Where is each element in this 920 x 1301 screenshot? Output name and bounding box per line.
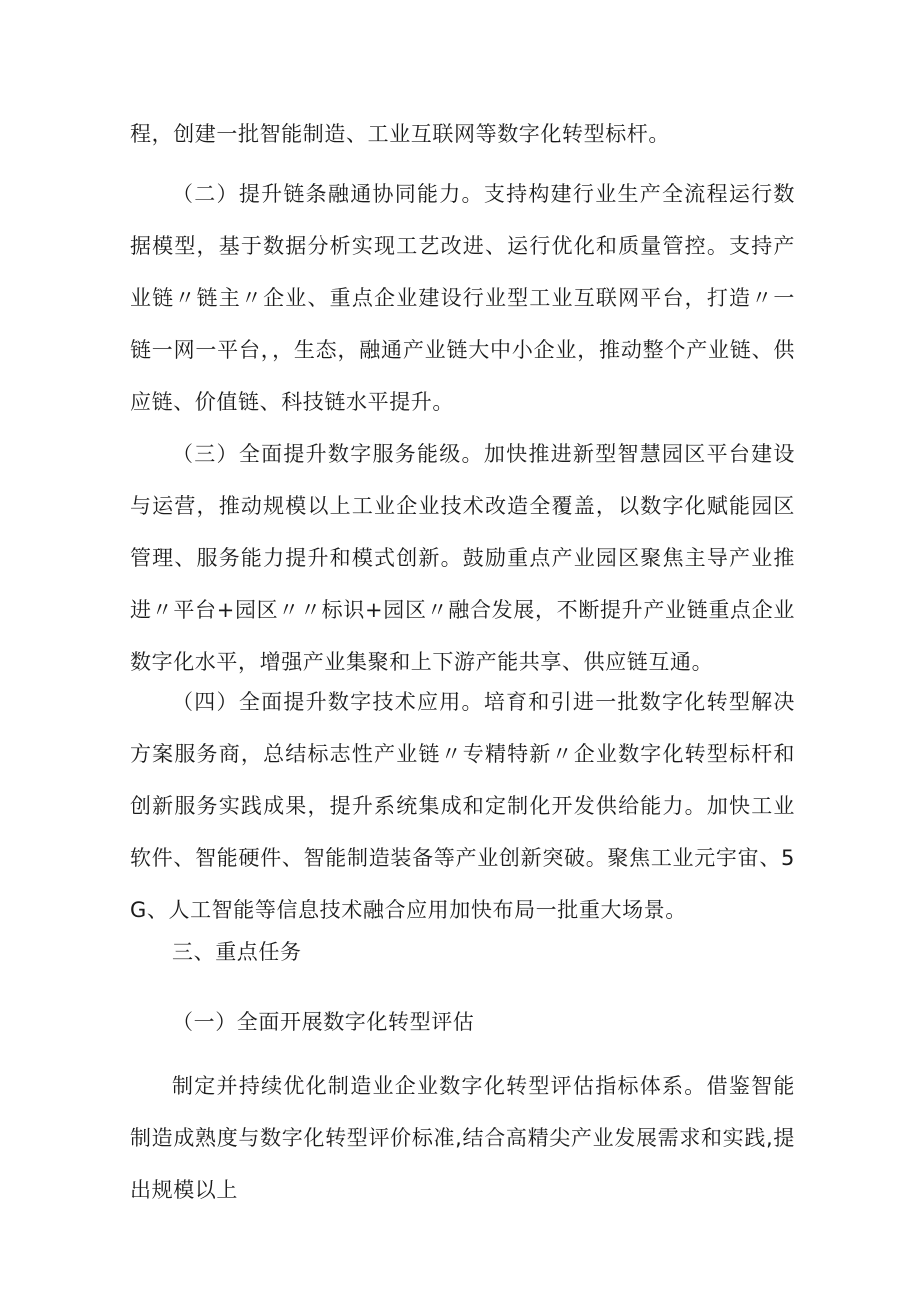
paragraph-digital-tech: （四）全面提升数字技术应用。培育和引进一批数字化转型解决方案服务商，总结标志性产业链〃专精特新〃企业数字化转型标杆和创新服务实践成果，提升系统集成和定制化开发供给能力。加快工业软件、智能硬件、智能制造装备等产业创新突破。聚焦工业元宇宙、5G、人工智能等信息技术融合应用加快布局一批重大场景。 <box>130 690 795 922</box>
paragraph-assessment-body: 制定并持续优化制造业企业数字化转型评估指标体系。借鉴智能制造成熟度与数字化转型评价标准,结合高精尖产业发展需求和实践,提出规模以上 <box>130 1074 795 1202</box>
subheading-assessment: （一）全面开展数字化转型评估 <box>172 1010 475 1034</box>
paragraph-chain-integration: （二）提升链条融通协同能力。支持构建行业生产全流程运行数据模型，基于数据分析实现工艺改进、运行优化和质量管控。支持产业链〃链主〃企业、重点企业建设行业型工业互联网平台，打造〃一链一网一平台，，生态，融通产业链大中小企业，推动整个产业链、供应链、价值链、科技链水平提升。 <box>130 182 795 414</box>
paragraph-digital-service: （三）全面提升数字服务能级。加快推进新型智慧园区平台建设与运营，推动规模以上工业企业技术改造全覆盖，以数字化赋能园区管理、服务能力提升和模式创新。鼓励重点产业园区聚焦主导产业推进〃平台+园区〃〃标识+园区〃融合发展，不断提升产业链重点企业数字化水平，增强产业集聚和上下游产能共享、供应链互通。 <box>130 442 795 674</box>
paragraph-continuation: 程，创建一批智能制造、工业互联网等数字化转型标杆。 <box>130 122 670 146</box>
section-heading-key-tasks: 三、重点任务 <box>172 940 302 964</box>
